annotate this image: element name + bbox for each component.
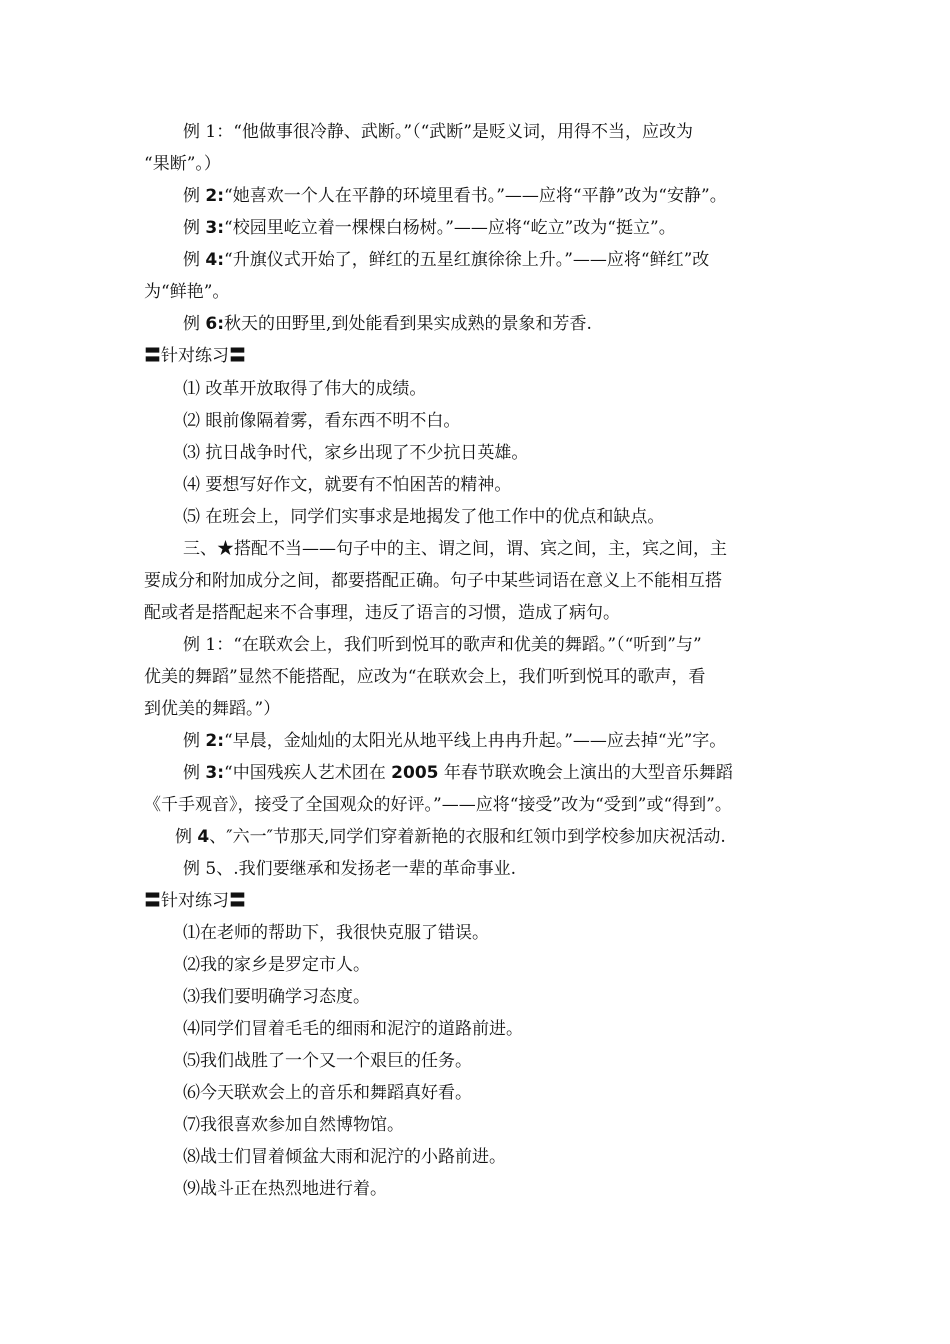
practice-2-item-1: ⑴在老师的帮助下，我很快克服了错误。 xyxy=(183,923,489,943)
example-1-line-2: “果断”。） xyxy=(144,154,221,174)
example-4-number: 4: xyxy=(205,250,225,270)
practice-1-item-4: ⑷ 要想写好作文，就要有不怕困苦的精神。 xyxy=(183,475,512,495)
practice-1-item-2: ⑵ 眼前像隔着雾，看东西不明不白。 xyxy=(183,411,461,431)
collocation-example-2-text: “早晨，金灿灿的太阳光从地平线上冉冉升起。”——应去掉“光”字。 xyxy=(224,731,727,751)
practice-2-item-5: ⑸我们战胜了一个又一个艰巨的任务。 xyxy=(183,1051,472,1071)
practice-heading-2: 〓针对练习〓 xyxy=(144,891,246,911)
collocation-example-1-line-3: 到优美的舞蹈。”） xyxy=(144,699,281,719)
practice-1-item-3: ⑶ 抗日战争时代，家乡出现了不少抗日英雄。 xyxy=(183,443,529,463)
practice-2-item-4: ⑷同学们冒着毛毛的细雨和泥泞的道路前进。 xyxy=(183,1019,523,1039)
collocation-example-3-number: 3: xyxy=(205,763,225,783)
practice-1-item-1: ⑴ 改革开放取得了伟大的成绩。 xyxy=(183,379,427,399)
example-3-line xyxy=(183,216,676,240)
example-2-line xyxy=(183,184,727,208)
section-3-line-1: 三、★搭配不当——句子中的主、谓之间，谓、宾之间，主，宾之间，主 xyxy=(183,539,727,559)
example-1-line-1: 例 1：“他做事很冷静、武断。”（“武断”是贬义词，用得不当，应改为 xyxy=(183,122,693,142)
collocation-example-4-line xyxy=(175,825,726,849)
example-2-text: “她喜欢一个人在平静的环境里看书。”——应将“平静”改为“安静”。 xyxy=(224,186,727,206)
section-3-line-3: 配或者是搭配起来不合事理，违反了语言的习惯，造成了病句。 xyxy=(144,603,620,623)
collocation-example-3-year: 2005 xyxy=(391,763,439,783)
example-4-line-1 xyxy=(183,248,709,272)
collocation-example-4-number: 4 xyxy=(197,827,210,847)
practice-2-item-3: ⑶我们要明确学习态度。 xyxy=(183,987,370,1007)
collocation-example-1-line-2: 优美的舞蹈”显然不能搭配，应改为“在联欢会上，我们听到悦耳的歌声，看 xyxy=(144,667,706,687)
practice-2-item-7: ⑺我很喜欢参加自然博物馆。 xyxy=(183,1115,404,1135)
collocation-example-3-text-a: “中国残疾人艺术团在 xyxy=(224,763,392,783)
section-3-line-2: 要成分和附加成分之间，都要搭配正确。句子中某些词语在意义上不能相互搭 xyxy=(144,571,722,591)
example-4-prefix: 例 xyxy=(183,250,206,270)
collocation-example-3-line-2: 《千手观音》，接受了全国观众的好评。”——应将“接受”改为“受到”或“得到”。 xyxy=(144,795,732,815)
example-3-number: 3: xyxy=(205,218,225,238)
practice-1-item-5: ⑸ 在班会上，同学们实事求是地揭发了他工作中的优点和缺点。 xyxy=(183,507,665,527)
example-2-prefix: 例 xyxy=(183,186,206,206)
practice-2-item-9: ⑼战斗正在热烈地进行着。 xyxy=(183,1179,387,1199)
practice-2-item-6: ⑹今天联欢会上的音乐和舞蹈真好看。 xyxy=(183,1083,472,1103)
collocation-example-5-line: 例 5、.我们要继承和发扬老一辈的革命事业. xyxy=(183,859,517,879)
example-6-text: 秋天的田野里,到处能看到果实成熟的景象和芳香. xyxy=(224,314,592,334)
example-4-line-2: 为“鲜艳”。 xyxy=(144,282,230,302)
example-6-number: 6: xyxy=(205,314,225,334)
example-3-text: “校园里屹立着一棵棵白杨树。”——应将“屹立”改为“挺立”。 xyxy=(224,218,676,238)
collocation-example-2-prefix: 例 xyxy=(183,731,206,751)
collocation-example-2-number: 2: xyxy=(205,731,225,751)
example-4-text: “升旗仪式开始了，鲜红的五星红旗徐徐上升。”——应将“鲜红”改 xyxy=(224,250,710,270)
collocation-example-3-line-1 xyxy=(183,761,733,785)
collocation-example-3-prefix: 例 xyxy=(183,763,206,783)
collocation-example-4-text: 、″六一″节那天,同学们穿着新艳的衣服和红领巾到学校参加庆祝活动. xyxy=(209,827,726,847)
practice-heading-1: 〓针对练习〓 xyxy=(144,346,246,366)
collocation-example-3-text-b: 年春节联欢晚会上演出的大型音乐舞蹈 xyxy=(438,763,733,783)
practice-2-item-2: ⑵我的家乡是罗定市人。 xyxy=(183,955,370,975)
example-2-number: 2: xyxy=(205,186,225,206)
example-6-prefix: 例 xyxy=(183,314,206,334)
example-3-prefix: 例 xyxy=(183,218,206,238)
example-6-line xyxy=(183,312,592,336)
collocation-example-2-line xyxy=(183,729,726,753)
practice-2-item-8: ⑻战士们冒着倾盆大雨和泥泞的小路前进。 xyxy=(183,1147,506,1167)
collocation-example-1-line-1: 例 1：“在联欢会上，我们听到悦耳的歌声和优美的舞蹈。”（“听到”与” xyxy=(183,635,702,655)
collocation-example-4-prefix: 例 xyxy=(175,827,198,847)
